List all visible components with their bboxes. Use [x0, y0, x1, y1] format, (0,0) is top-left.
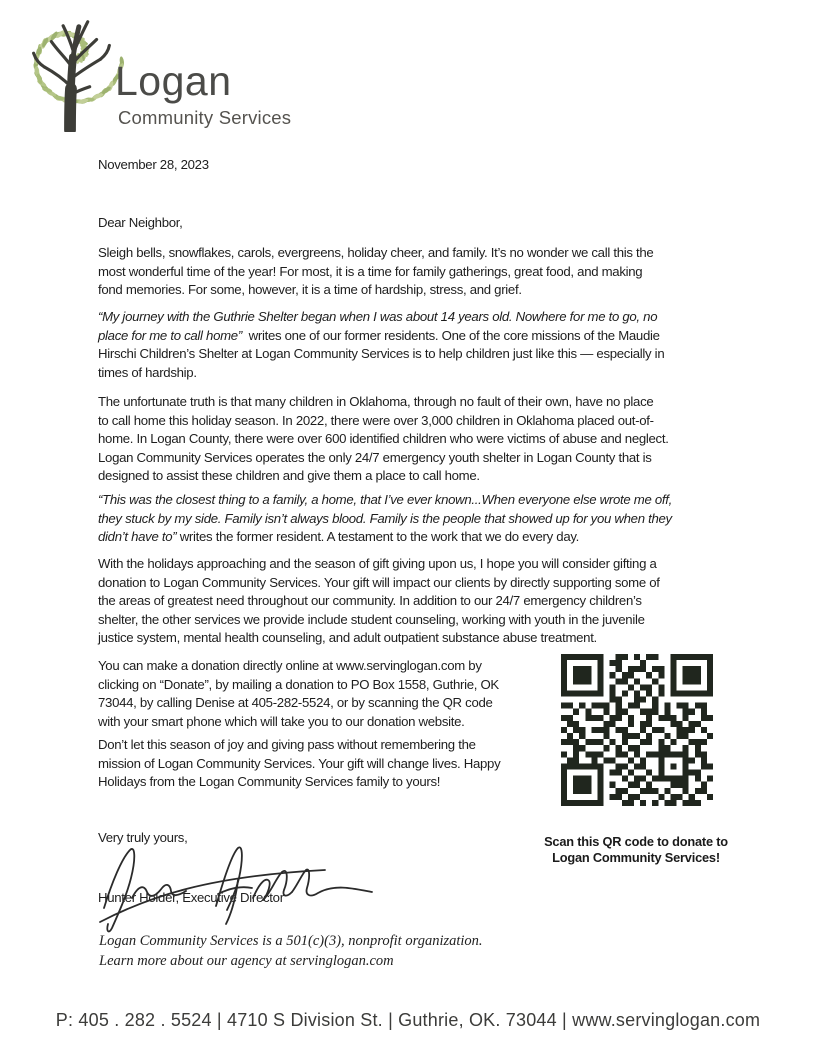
org-note-line2: Learn more about our agency at servinglogan.com — [99, 952, 394, 969]
paragraph-quote-2: “This was the closest thing to a family, a home, that I’ve ever known...When everyone else wrote me off, they stuck by my side. Family isn’t always blood. Family is the people that showed up for you when they didn’t have to” writes the former resident. A testament to the work that we do every day. — [98, 492, 672, 545]
footer-contact: P: 405 . 282 . 5524 | 4710 S Division St. | Guthrie, OK. 73044 | www.servinglogan.com — [55, 1010, 761, 1030]
signature-image — [90, 836, 390, 936]
logo-name: Logan — [115, 58, 232, 104]
org-note-line1: Logan Community Services is a 501(c)(3), nonprofit organization. — [99, 933, 483, 949]
paragraph-donation-methods: You can make a donation directly online at www.servinglogan.com by clicking on “Donate”, by mailing a donation to PO Box 1558, Guthrie, OK 73044, by calling Denise at 405-282-5524, or by scanning the QR code with your smart phone which will take you to our donation website. — [98, 658, 499, 729]
salutation: Dear Neighbor, — [98, 215, 183, 230]
paragraph-quote-1: “My journey with the Guthrie Shelter began when I was about 14 years old. Nowhere for me to go, no place for me to call home” writes one of our former residents. One of the core missions of the Maudie Hirschi Children’s Shelter at Logan Community Services is to help children just like this — especially in times of hardship. — [98, 309, 665, 380]
tree-logo-icon — [12, 8, 130, 132]
qr-code — [561, 654, 713, 806]
letter-date: November 28, 2023 — [98, 157, 209, 172]
qr-caption-line2: Logan Community Services! — [552, 849, 720, 865]
qr-caption-line1: Scan this QR code to donate to — [544, 834, 728, 849]
logo-tagline: Community Services — [118, 107, 292, 128]
qr-caption — [543, 834, 729, 865]
paragraph-statistics: The unfortunate truth is that many children in Oklahoma, through no fault of their own, have no place to call home this holiday season. In 2022, there were over 3,000 children in Oklahoma placed out-of- home. In Logan County, there were over 600 identified children who were victims of abuse and neglect. Logan Community Services operates the only 24/7 emergency youth shelter in Logan County that is designed to assist these children and give them a place to call home. — [98, 394, 669, 484]
org-note — [99, 932, 483, 971]
signer-name: Hunter Holder, Executive Director — [98, 890, 284, 905]
logo — [12, 6, 412, 134]
closing: Very truly yours, — [98, 830, 188, 845]
paragraph-intro: Sleigh bells, snowflakes, carols, evergreens, holiday cheer, and family. It’s no wonder we call this the most wonderful time of the year! For most, it is a time for family gatherings, great food, and making fond memories. For some, however, it is a time of hardship, stress, and grief. — [98, 245, 654, 298]
paragraph-season-closing: Don’t let this season of joy and giving pass without remembering the mission of Logan Community Services. Your gift will change lives. Happy Holidays from the Logan Community Services family to yours! — [98, 737, 501, 790]
paragraph-donation-ask: With the holidays approaching and the season of gift giving upon us, I hope you will consider gifting a donation to Logan Community Services. Your gift will impact our clients by directly supporting some of the areas of greatest need throughout our community. In addition to our 24/7 emergency children’s shelter, the other services we provide include student counseling, working with youth in the juvenile justice system, mental health counseling, and adult outpatient substance abuse treatment. — [98, 556, 660, 646]
